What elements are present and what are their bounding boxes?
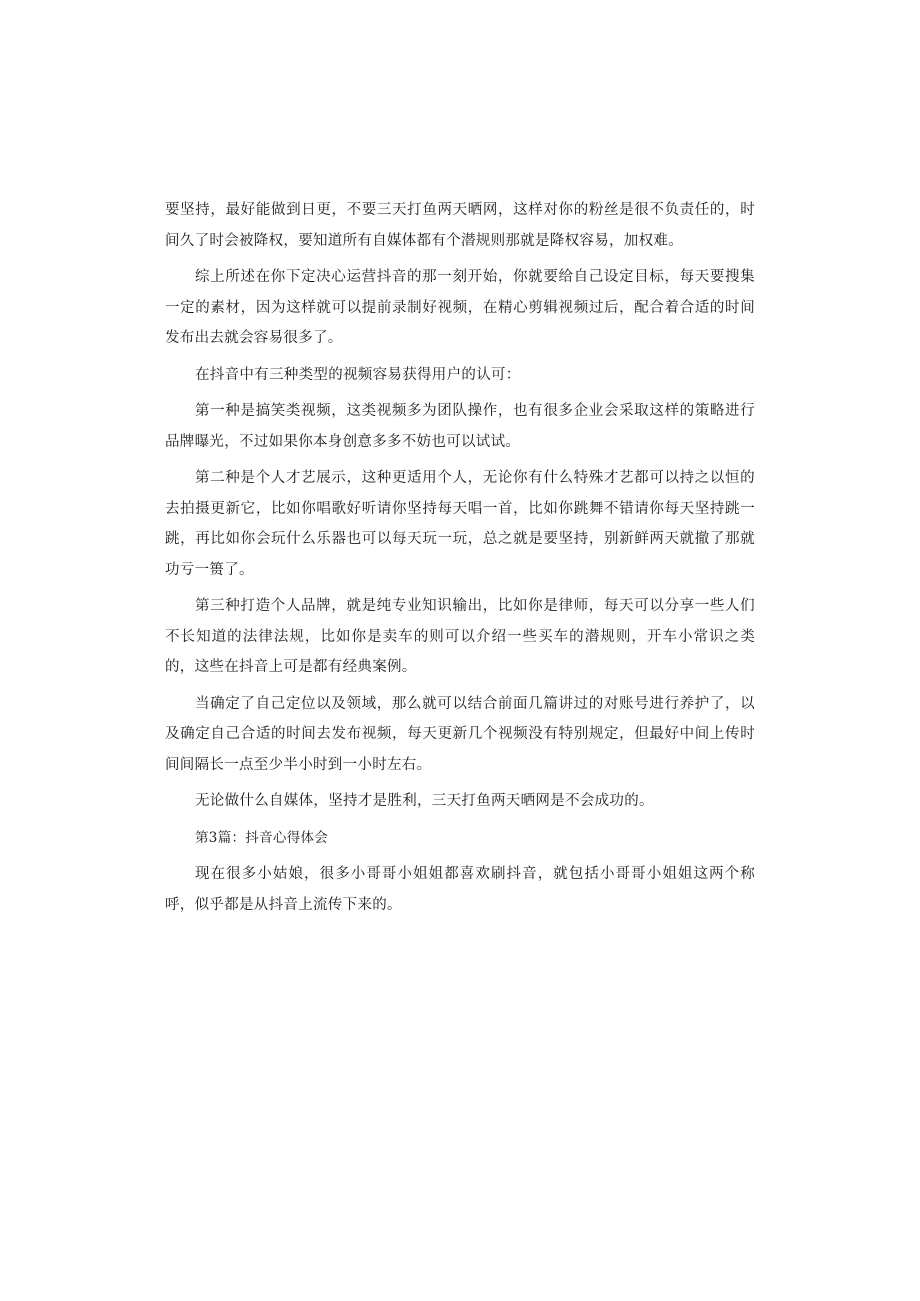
paragraph-6: 第三种打造个人品牌，就是纯专业知识输出，比如你是律师，每天可以分享一些人们不长知道的法律法规，比如你是卖车的则可以介绍一些买车的潜规则，开车小常识之类的，这些在抖音上可是都有经典案例。 bbox=[165, 598, 755, 675]
section-heading: 第3篇：抖音心得体会 bbox=[195, 829, 329, 846]
paragraph-7: 当确定了自己定位以及领域，那么就可以结合前面几篇讲过的对账号进行养护了，以及确定自己合适的时间去发布视频，每天更新几个视频没有特别规定，但最好中间上传时间间隔长一点至少半小时到一小时左右。 bbox=[165, 695, 755, 773]
paragraph-8: 无论做什么自媒体，坚持才是胜利，三天打鱼两天晒网是不会成功的。 bbox=[195, 793, 654, 809]
document-page bbox=[165, 195, 755, 926]
paragraph-3: 在抖音中有三种类型的视频容易获得用户的认可： bbox=[195, 366, 521, 383]
paragraph-4: 第一种是搞笑类视频，这类视频多为团队操作，也有很多企业会采取这样的策略进行品牌曝光，不过如果你本身创意多多不妨也可以试试。 bbox=[165, 403, 755, 450]
paragraph-1: 要坚持，最好能做到日更，不要三天打鱼两天晒网，这样对你的粉丝是很不负责任的，时间久了时会被降权，要知道所有自媒体都有个潜规则那就是降权容易，加权难。 bbox=[165, 202, 755, 249]
paragraph-9: 现在很多小姑娘，很多小哥哥小姐姐都喜欢刷抖音，就包括小哥哥小姐姐这两个称呼，似乎都是从抖音上流传下来的。 bbox=[165, 866, 755, 913]
paragraph-5: 第二种是个人才艺展示，这种更适用个人，无论你有什么特殊才艺都可以持之以恒的去拍摄更新它，比如你唱歌好听请你坚持每天唱一首，比如你跳舞不错请你每天坚持跳一跳，再比如你会玩什么乐器也可以每天玩一玩，总之就是要坚持，别新鲜两天就撤了那就功亏一篑了。 bbox=[165, 470, 755, 578]
paragraph-2: 综上所述在你下定决心运营抖音的那一刻开始，你就要给自己设定目标，每天要搜集一定的素材，因为这样就可以提前录制好视频，在精心剪辑视频过后，配合着合适的时间发布出去就会容易很多了。 bbox=[165, 269, 755, 346]
